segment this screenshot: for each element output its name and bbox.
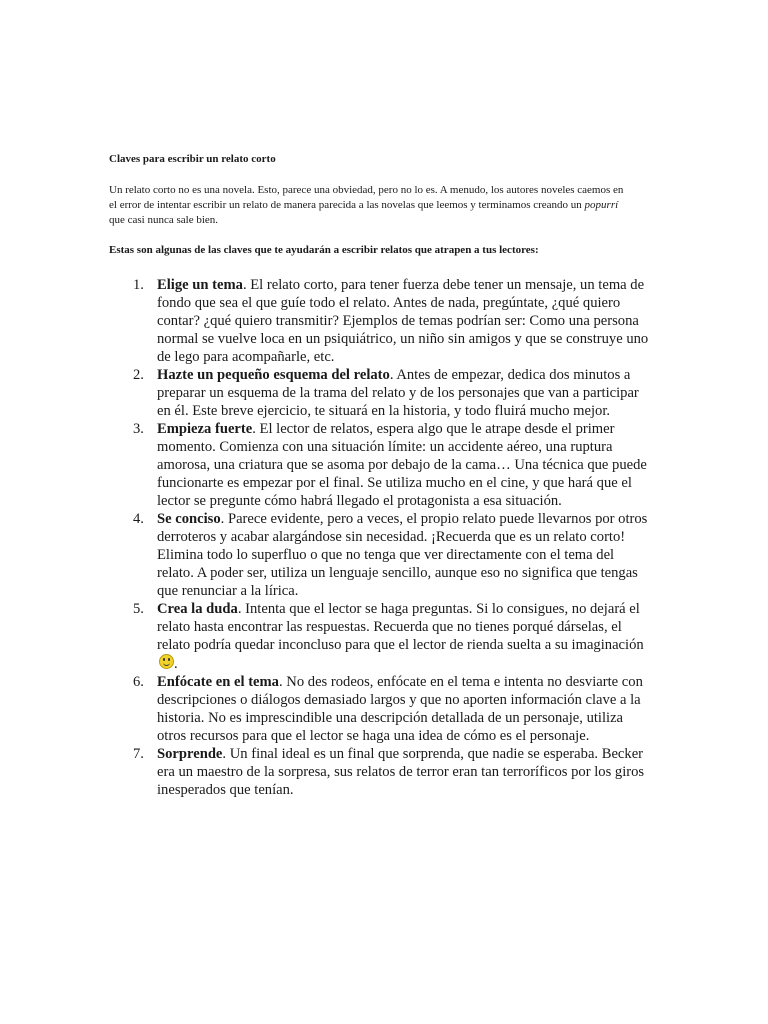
list-number: 6. — [133, 674, 144, 690]
tip-title: Empieza fuerte — [157, 421, 253, 437]
list-item — [109, 745, 649, 799]
tip-title: Enfócate en el tema — [157, 674, 279, 690]
tips-lead: Estas son algunas de las claves que te ayudarán a escribir relatos que atrapen a tus lectores: — [109, 244, 539, 256]
list-number: 4. — [133, 511, 144, 527]
tips-list — [109, 276, 649, 799]
tip-text: . Parece evidente, pero a veces, el propio relato puede llevarnos por otros derroteros y acabar alargándose sin necesidad. ¡Recuerda que es un relato corto! Elimina todo lo superfluo o que no tenga que ver directamente con el tema del relato. A poder ser, utiliza un lenguaje sencillo, aunque eso no significa que tengas que renunciar a la lírica. — [157, 511, 648, 599]
list-number: 1. — [133, 277, 144, 293]
tip-title: Sorprende — [157, 746, 223, 762]
list-number: 2. — [133, 367, 144, 383]
tip-text: . Intenta que el lector se haga preguntas. Si lo consigues, no dejará el relato hasta encontrar las respuestas. Recuerda que no tienes porqué dárselas, el relato podría quedar inconcluso para que el lector de rienda suelta a su imaginación — [157, 601, 644, 653]
list-item — [109, 420, 649, 510]
tip-text: . No des rodeos, enfócate en el tema e intenta no desviarte con descripciones o diálogos demasiado largos y que no aporten información clave a la historia. No es imprescindible una descripción detallada de un personaje, utiliza otros recursos para que el lector se haga una idea de cómo es el personaje. — [157, 674, 643, 744]
list-item — [109, 600, 649, 673]
tip-text: . El relato corto, para tener fuerza debe tener un mensaje, un tema de fondo que sea el que guíe todo el relato. Antes de nada, pregúntate, ¿qué quiero contar? ¿qué quiero transmitir? Ejemplos de temas podrían ser: Como una persona normal se vuelve loca en un psiquiátrico, un niño sin amigos y que se construye uno de lego para acompañarle, etc. — [157, 277, 649, 365]
intro-paragraph — [109, 183, 629, 228]
intro-text-end: que casi nunca sale bien. — [109, 214, 219, 226]
tip-text: . Antes de empezar, dedica dos minutos a preparar un esquema de la trama del relato y de los personajes que van a participar en él. Este breve ejercicio, te situará en la historia, y todo fluirá mucho mejor. — [157, 367, 639, 419]
tip-title: Elige un tema — [157, 277, 243, 293]
list-item — [109, 673, 649, 745]
intro-emphasis: popurrí — [584, 199, 619, 211]
list-number: 3. — [133, 421, 144, 437]
tip-text: . Un final ideal es un final que sorprenda, que nadie se esperaba. Becker era un maestro de la sorpresa, sus relatos de terror eran tan terroríficos por los giros inesperados que tenían. — [157, 746, 645, 798]
document-title: Claves para escribir un relato corto — [109, 153, 276, 165]
tip-title: Hazte un pequeño esquema del relato — [157, 367, 390, 383]
list-item — [109, 276, 649, 366]
list-number: 5. — [133, 601, 144, 617]
list-item — [109, 510, 649, 600]
tip-text-end: . — [174, 656, 178, 672]
list-number: 7. — [133, 746, 144, 762]
tip-text: . El lector de relatos, espera algo que le atrape desde el primer momento. Comienza con una situación límite: un accidente aéreo, una ruptura amorosa, una criatura que se asoma por debajo de la cama… Una técnica que puede funcionarte es empezar por el final. Se utiliza mucho en el cine, y que hará que el lector se pregunte cómo habrá llegado el protagonista a esa situación. — [157, 421, 647, 509]
intro-text: Un relato corto no es una novela. Esto, parece una obviedad, pero no lo es. A menudo, los autores noveles caemos en el error de intentar escribir un relato de manera parecida a las novelas que leemos y terminamos creando un — [109, 184, 624, 211]
tip-title: Se conciso — [157, 511, 221, 527]
tip-title: Crea la duda — [157, 601, 238, 617]
list-item — [109, 366, 649, 420]
smiley-icon — [159, 654, 174, 669]
